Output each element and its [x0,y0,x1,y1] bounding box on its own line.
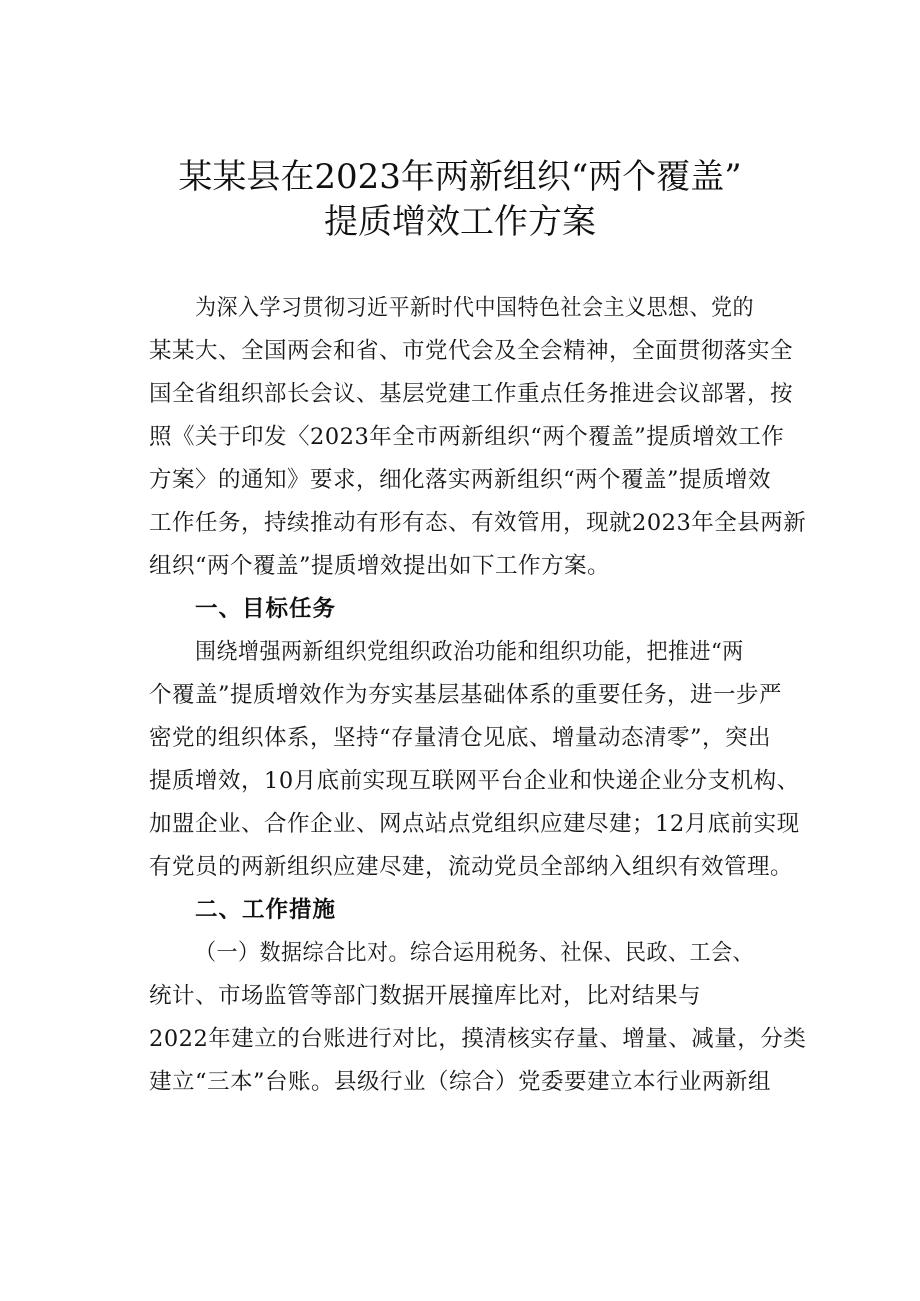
intro-line-5: 方案〉的通知》要求，细化落实两新组织“两个覆盖”提质增效 [149,467,772,493]
section2-line-3: 2022年建立的台账进行对比，摸清核实存量、增量、减量，分类 [149,1026,807,1052]
section1-line-2: 个覆盖”提质增效作为夯实基层基础体系的重要任务，进一步严 [149,682,783,708]
section1-line-4: 提质增效，10月底前实现互联网平台企业和快递企业分支机构、 [149,768,800,794]
section1-line-3: 密党的组织体系，坚持“存量清仓见底、增量动态清零”，突出 [149,725,772,751]
intro-line-7: 组织“两个覆盖”提质增效提出如下工作方案。 [149,553,611,579]
intro-line-3: 国全省组织部长会议、基层党建工作重点任务推进会议部署，按 [149,381,794,407]
section1-line-6: 有党员的两新组织应建尽建，流动党员全部纳入组织有效管理。 [149,854,794,880]
intro-line-2: 某某大、全国两会和省、市党代会及全会精神，全面贯彻落实全 [149,338,794,364]
section1-line-1: 围绕增强两新组织党组织政治功能和组织功能，把推进“两 [195,639,744,665]
section2-line-4: 建立“三本”台账。县级行业（综合）党委要建立本行业两新组 [149,1069,772,1095]
intro-line-6: 工作任务，持续推动有形有态、有效管用，现就2023年全县两新 [149,510,807,536]
intro-line-4: 照《关于印发〈2023年全市两新组织“两个覆盖”提质增效工作 [149,424,785,450]
document-title-line-2: 提质增效工作方案 [324,202,596,242]
section1-line-5: 加盟企业、合作企业、网点站点党组织应建尽建；12月底前实现 [149,811,800,837]
section2-line-2: 统计、市场监管等部门数据开展撞库比对，比对结果与 [149,983,702,1009]
document-title-line-1: 某某县在2023年两新组织“两个覆盖” [178,157,742,197]
section2-line-1: （一）数据综合比对。综合运用税务、社保、民政、工会、 [195,940,755,966]
section-heading-measures: 二、工作措施 [195,897,337,923]
section-heading-goals: 一、目标任务 [195,596,337,622]
intro-line-1: 为深入学习贯彻习近平新时代中国特色社会主义思想、党的 [195,295,755,321]
